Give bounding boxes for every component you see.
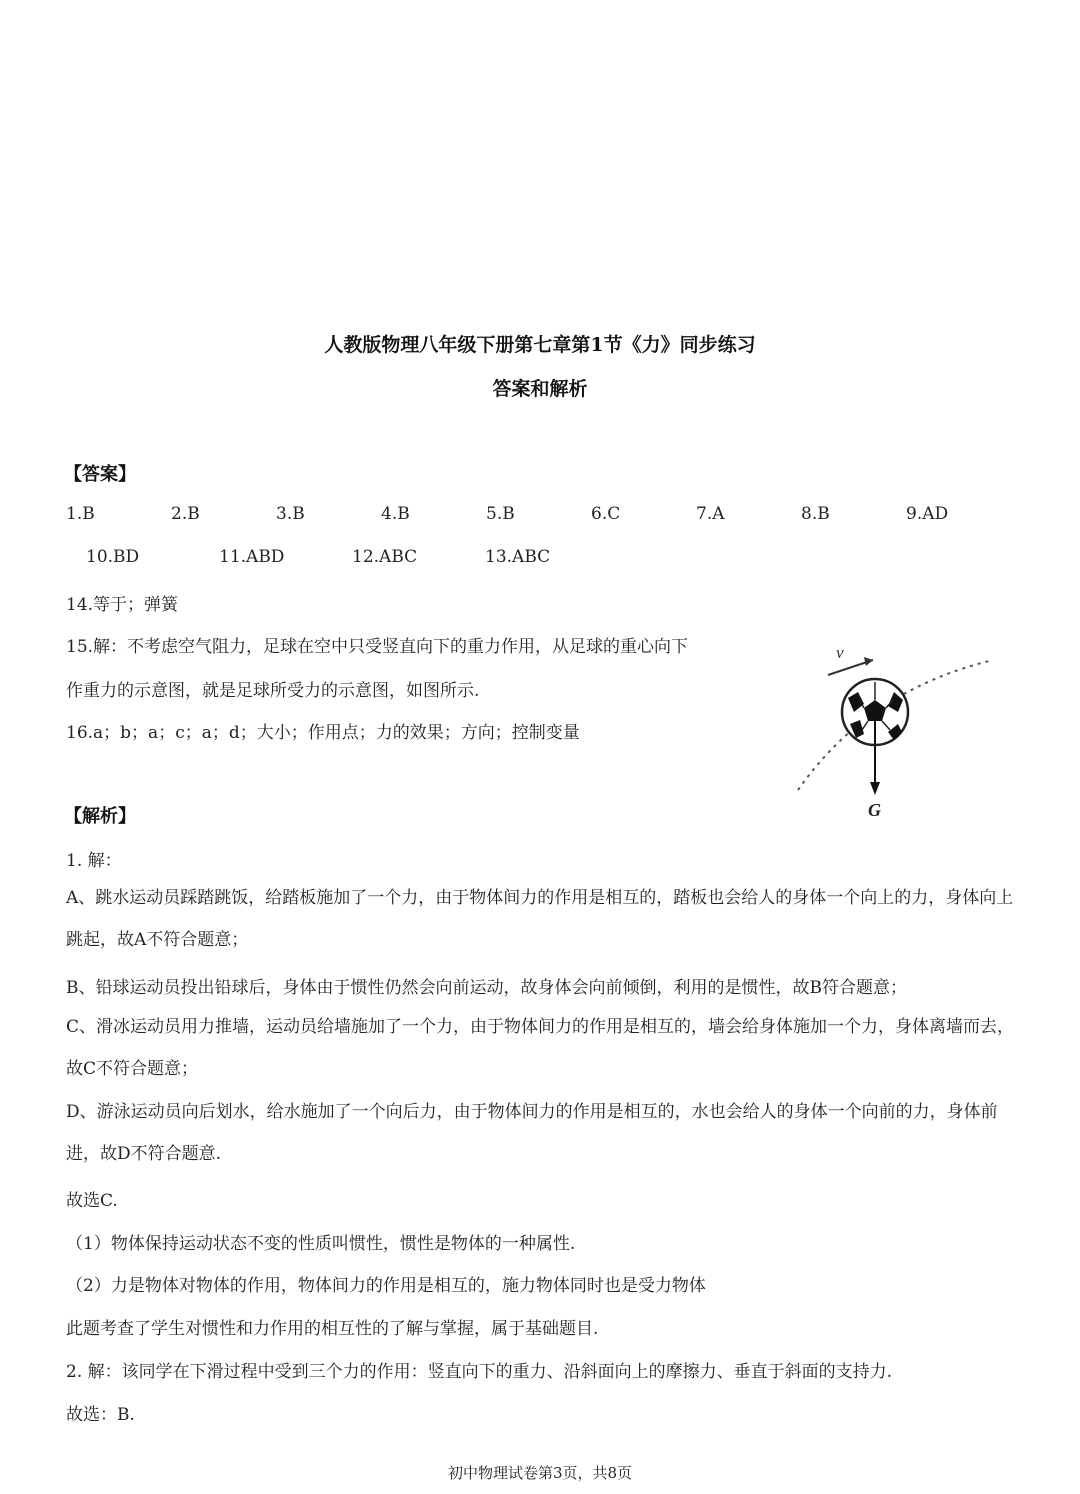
answer-item: 6.C <box>591 504 621 524</box>
analysis-conclusion-2: 故选：B. <box>66 1405 135 1425</box>
analysis-question-2: 2. 解：该同学在下滑过程中受到三个力的作用：竖直向下的重力、沿斜面向上的摩擦力、垂直于斜面的支持力. <box>66 1362 893 1382</box>
answer-item: 10.BD <box>86 547 140 567</box>
answers-row-1 <box>66 504 1011 524</box>
answer-15-line-1: 15.解：不考虑空气阻力，足球在空中只受竖直向下的重力作用，从足球的重心向下 <box>66 637 689 657</box>
soccer-ball-force-figure <box>778 620 1008 825</box>
analysis-line-1: 1. 解： <box>66 851 122 871</box>
answers-header: 【答案】 <box>64 464 136 485</box>
analysis-option-a: A、跳水运动员踩踏跳饭，给踏板施加了一个力，由于物体间力的作用是相互的，踏板也会给人的身体一个向上的力，身体向上跳起，故A不符合题意； <box>66 888 1014 950</box>
answer-15-line-2: 作重力的示意图，就是足球所受力的示意图，如图所示. <box>66 681 480 701</box>
answer-item: 8.B <box>801 504 830 524</box>
answer-item: 1.B <box>66 504 95 524</box>
analysis-point-1: （1）物体保持运动状态不变的性质叫惯性，惯性是物体的一种属性. <box>66 1234 576 1254</box>
answer-item: 13.ABC <box>485 547 551 567</box>
answer-item: 7.A <box>696 504 725 524</box>
answers-row-2 <box>86 547 618 567</box>
answer-item: 12.ABC <box>352 547 418 567</box>
answer-16: 16.a；b；a；c；a；d；大小；作用点；力的效果；方向；控制变量 <box>66 723 580 743</box>
answer-item: 2.B <box>171 504 200 524</box>
analysis-option-c: C、滑冰运动员用力推墙，运动员给墙施加了一个力，由于物体间力的作用是相互的，墙会给身体施加一个力，身体离墙而去，故C不符合题意； <box>66 1017 1015 1079</box>
page-footer: 初中物理试卷第3页，共8页 <box>447 1464 633 1482</box>
analysis-header: 【解析】 <box>64 806 136 827</box>
analysis-point-2: （2）力是物体对物体的作用，物体间力的作用是相互的，施力物体同时也是受力物体 <box>66 1276 706 1296</box>
analysis-conclusion-1: 故选C. <box>66 1191 118 1211</box>
answer-14: 14.等于；弹簧 <box>66 595 179 615</box>
answer-item: 5.B <box>486 504 515 524</box>
document-title: 人教版物理八年级下册第七章第1节《力》同步练习 <box>324 334 756 356</box>
analysis-option-d: D、游泳运动员向后划水，给水施加了一个向后力，由于物体间力的作用是相互的，水也会给人的身体一个向前的力，身体前进，故D不符合题意. <box>66 1102 998 1164</box>
velocity-label: v <box>836 643 844 662</box>
answer-item: 4.B <box>381 504 410 524</box>
document-subtitle: 答案和解析 <box>492 378 588 400</box>
analysis-summary: 此题考查了学生对惯性和力作用的相互性的了解与掌握，属于基础题目. <box>66 1319 599 1339</box>
gravity-label: G <box>868 800 881 820</box>
analysis-option-b: B、铅球运动员投出铅球后，身体由于惯性仍然会向前运动，故身体会向前倾倒，利用的是惯性，故B符合题意； <box>66 978 907 998</box>
answer-item: 11.ABD <box>219 547 285 567</box>
gravity-arrow-head <box>870 782 880 795</box>
answer-item: 9.AD <box>906 504 949 524</box>
answer-item: 3.B <box>276 504 305 524</box>
